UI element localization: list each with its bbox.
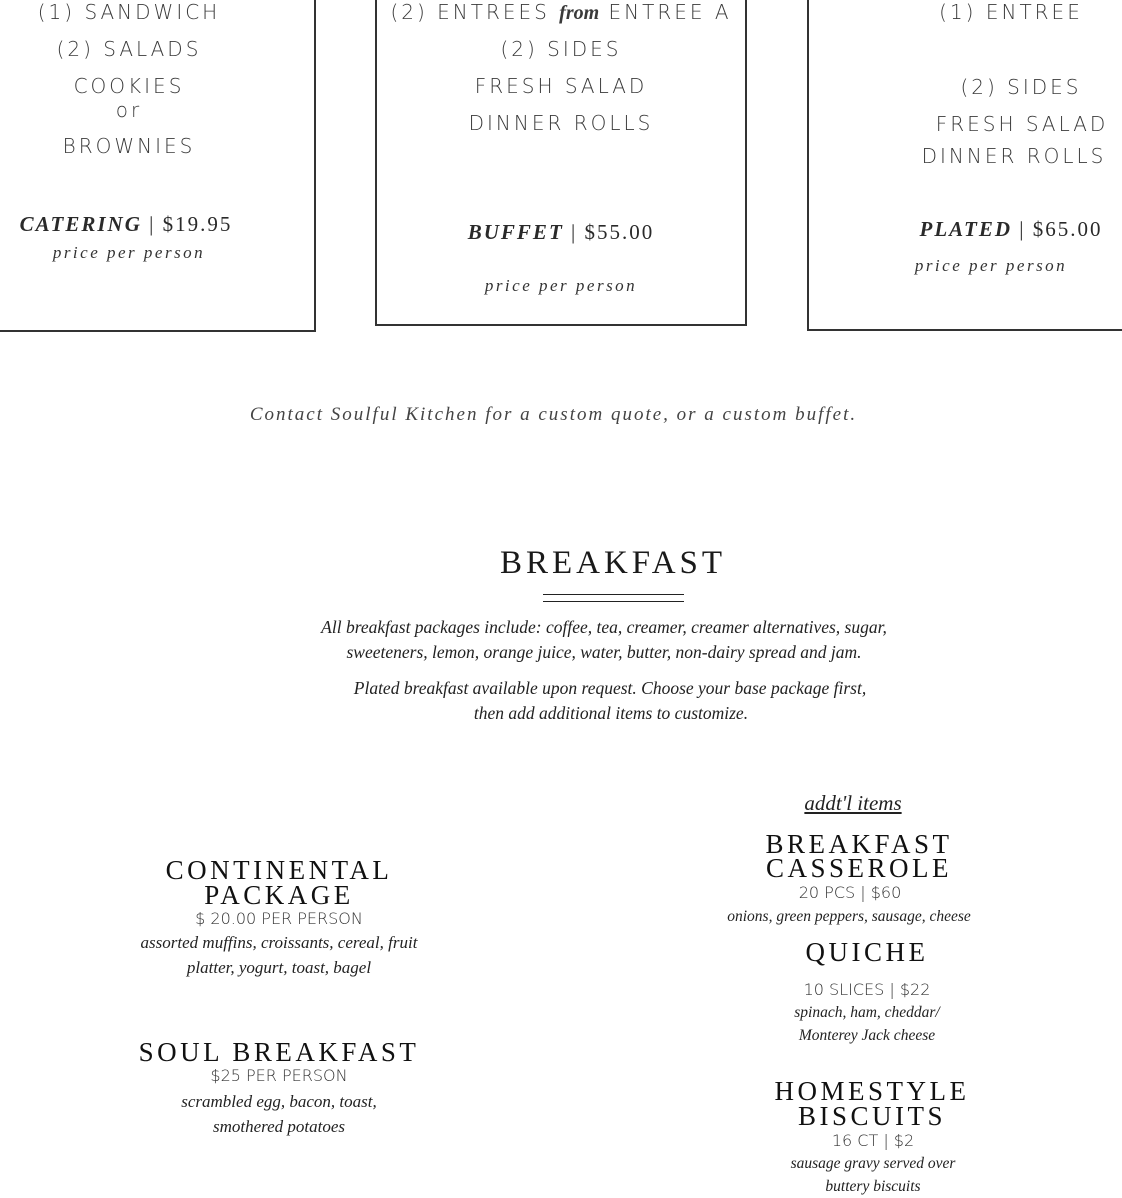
plated-price — [900, 217, 1122, 242]
quiche-title: QUICHE — [805, 937, 929, 967]
catering-separator: | — [149, 212, 156, 236]
catering-item-cookies: COOKIES — [73, 74, 185, 98]
plated-item-sides: (2) SIDES — [960, 75, 1082, 99]
buffet-entree-group: ENTREE A — [608, 0, 732, 24]
breakfast-casserole-title: BREAKFAST — [765, 829, 953, 859]
additional-items-heading: addt'l items — [804, 791, 902, 815]
continental-package-desc-line2: platter, yogurt, toast, bagel — [186, 958, 372, 977]
title-divider-bottom — [543, 601, 684, 602]
catering-price-per-person: price per person — [52, 243, 206, 262]
catering-item-salads: (2) SALADS — [56, 37, 202, 61]
plated-note-line1: Plated breakfast available upon request. Choose your base package first, — [353, 678, 867, 698]
buffet-item-entrees — [375, 0, 747, 25]
buffet-item-salad: FRESH SALAD — [474, 74, 648, 98]
plated-item-entree: (1) ENTREE — [939, 0, 1083, 24]
continental-package-price: $ 20.00 PER PERSON — [195, 909, 363, 928]
buffet-entrees-count: (2) ENTREES — [390, 0, 550, 24]
custom-quote-note: Contact Soulful Kitchen for a custom quote, or a custom buffet. — [249, 404, 858, 425]
buffet-amount: $55.00 — [584, 220, 655, 244]
continental-package-desc-line1: assorted muffins, croissants, cereal, fruit — [140, 933, 418, 952]
homestyle-biscuits-price: 16 CT | $2 — [831, 1131, 915, 1150]
breakfast-section-title: BREAKFAST — [499, 545, 727, 581]
title-divider-top — [543, 594, 684, 595]
buffet-item-sides: (2) SIDES — [500, 37, 622, 61]
plated-note-line2: then add additional items to customize. — [473, 703, 749, 723]
quiche-desc-line1: spinach, ham, cheddar/ — [794, 1004, 940, 1021]
buffet-price-per-person: price per person — [484, 276, 638, 295]
catering-item-or: or — [115, 98, 143, 122]
continental-package-title: CONTINENTAL — [165, 855, 393, 885]
plated-item-salad: FRESH SALAD — [935, 112, 1109, 136]
plated-separator: | — [1019, 217, 1026, 241]
buffet-item-rolls: DINNER ROLLS — [468, 111, 654, 135]
quiche-desc-line2: Monterey Jack cheese — [798, 1027, 936, 1044]
homestyle-biscuits-desc-line2: buttery biscuits — [825, 1178, 921, 1195]
breakfast-includes-line2: sweeteners, lemon, orange juice, water, butter, non-dairy spread and jam. — [346, 642, 862, 662]
plated-amount: $65.00 — [1032, 217, 1103, 241]
catering-item-sandwich: (1) SANDWICH — [37, 0, 221, 24]
homestyle-biscuits-title: HOMESTYLE — [774, 1076, 970, 1106]
breakfast-casserole-desc: onions, green peppers, sausage, cheese — [727, 908, 971, 925]
catering-kind: CATERING — [19, 212, 142, 236]
soul-breakfast-desc-line2: smothered potatoes — [212, 1117, 346, 1136]
buffet-price — [375, 220, 747, 245]
homestyle-biscuits-title-line2: BISCUITS — [797, 1101, 947, 1131]
soul-breakfast-desc-line1: scrambled egg, bacon, toast, — [181, 1092, 377, 1111]
plated-kind: PLATED — [919, 217, 1013, 241]
continental-package-title-line2: PACKAGE — [204, 880, 354, 910]
catering-price — [0, 212, 252, 237]
plated-price-per-person: price per person — [914, 256, 1068, 275]
breakfast-casserole-price: 20 PCS | $60 — [798, 883, 902, 902]
plated-item-rolls: DINNER ROLLS — [921, 144, 1107, 168]
homestyle-biscuits-desc-line1: sausage gravy served over — [790, 1155, 956, 1172]
buffet-kind: BUFFET — [467, 220, 564, 244]
buffet-from-word: from — [559, 2, 600, 24]
breakfast-casserole-title-line2: CASSEROLE — [765, 853, 953, 883]
quiche-price: 10 SLICES | $22 — [803, 980, 931, 999]
buffet-separator: | — [571, 220, 578, 244]
catering-amount: $19.95 — [162, 212, 233, 236]
catering-item-brownies: BROWNIES — [62, 134, 196, 158]
soul-breakfast-title: SOUL BREAKFAST — [138, 1037, 420, 1067]
soul-breakfast-price: $25 PER PERSON — [210, 1066, 348, 1085]
breakfast-includes-line1: All breakfast packages include: coffee, tea, creamer, creamer alternatives, sugar, — [321, 617, 887, 637]
